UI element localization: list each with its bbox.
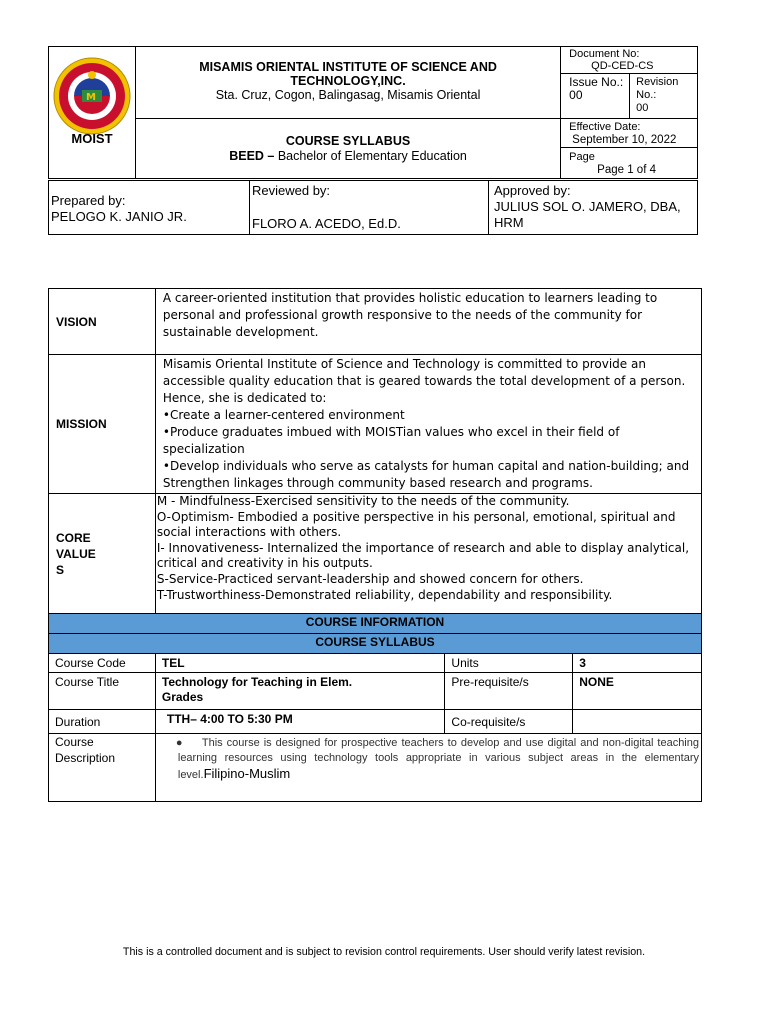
course-description-row [49,734,702,802]
vision-text: A career-oriented institution that provides holistic education to learners leading to personal and professional growth responsive to the needs of the community for sustainable development. [155,289,701,355]
mission-text [155,355,701,494]
prerequisite-label: Pre-requisite/s [445,673,573,710]
prepared-by-label: Prepared by: [51,193,126,208]
reviewed-by-label: Reviewed by: [252,183,331,198]
program-name: Bachelor of Elementary Education [274,149,467,163]
prepared-by-cell [49,181,250,235]
core-value-item: I- Innovativeness- Internalized the importance of research and able to display analytical, critical and creativity in his outputs. [156,540,690,571]
vision-label: VISION [49,289,156,355]
effective-date-label: Effective Date: [569,121,641,133]
approved-by-cell [489,181,698,235]
course-title-row [49,673,702,710]
mission-intro: Misamis Oriental Institute of Science and Technology is committed to provide an accessible quality education that is geared towards the total development of a person. Hence, she is dedicated to: [162,357,686,405]
bullet-icon: ● [175,737,183,749]
units-value: 3 [573,654,702,673]
corequisite-label: Co-requisite/s [445,710,573,734]
course-description-label-line: Course [55,735,94,749]
syllabus-title: COURSE SYLLABUS [285,134,411,148]
program-code: BEED – [229,149,275,163]
signatories-table [48,180,698,235]
course-title-label: Course Title [49,673,156,710]
course-syllabus-heading: COURSE SYLLABUS [49,634,702,654]
date-page-cell [561,119,698,179]
prepared-by-name: PELOGO K. JANIO JR. [51,209,187,224]
course-information-band [49,614,702,634]
duration-value: TTH– 4:00 TO 5:30 PM [155,710,445,734]
mission-row [49,355,702,494]
institution-name: MISAMIS ORIENTAL INSTITUTE OF SCIENCE AND TECHNOLOGY,INC. [199,60,497,88]
program-line [136,149,560,164]
course-code-label: Course Code [49,654,156,673]
core-values-label-line: VALUE [56,546,96,561]
course-syllabus-band [49,634,702,654]
reviewed-by-name: FLORO A. ACEDO, Ed.D. [252,216,401,231]
seal-letter: M [85,92,96,103]
course-description-label [49,734,156,802]
moist-seal-icon [52,56,132,136]
core-value-item: S-Service-Practiced servant-leadership and showed concern for others. [156,571,584,586]
document-header [48,46,698,179]
syllabus-title-cell [135,119,560,179]
document-no-value: QD-CED-CS [591,60,654,72]
approved-by-label: Approved by: [494,183,571,198]
approved-by-name: JULIUS SOL O. JAMERO, DBA, HRM [494,199,681,230]
core-values-text [155,494,701,614]
core-values-label-line: CORE [56,530,91,545]
course-information-heading: COURSE INFORMATION [49,614,702,634]
effective-date-value: September 10, 2022 [572,134,677,146]
page-label: Page [569,151,595,163]
institution-address: Sta. Cruz, Cogon, Balingasag, Misamis Oriental [215,88,481,102]
core-value-item: O-Optimism- Embodied a positive perspective in his personal, emotional, spiritual and social interactions with others. [156,509,676,540]
reviewed-by-cell [250,181,489,235]
course-description-text [155,734,701,802]
institution-cell [135,47,560,119]
document-control-cell [561,47,698,119]
syllabus-table [48,288,702,802]
units-label: Units [445,654,573,673]
prerequisite-value: NONE [573,673,702,710]
core-values-label-line: S [56,562,65,577]
revision-value: 00 [636,102,649,114]
mission-item: •Create a learner-centered environment [162,408,405,422]
core-value-item: M - Mindfulness-Exercised sensitivity to the needs of the community. [156,494,570,508]
mission-item: •Produce graduates imbued with MOISTian values who excel in their field of specialization [162,425,620,456]
course-code-row [49,654,702,673]
course-description-body: This course is designed for prospective teachers to develop and use digital and non-digital teaching learning resources using technology tools appropriate in various subject areas in the elementary level. [177,737,699,781]
core-values-row [49,494,702,614]
course-description-tail: Filipino-Muslim [203,766,291,781]
logo-cell [49,47,136,179]
duration-row [49,710,702,734]
issue-no-value: 00 [569,88,583,102]
controlled-document-footer: This is a controlled document and is subject to revision control requirements. User should verify latest revision. [122,946,646,958]
course-code-value: TEL [155,654,445,673]
duration-label: Duration [49,710,156,734]
revision-label: Revision [636,76,679,88]
page-value: Page 1 of 4 [597,164,656,176]
core-value-item: T-Trustworthiness-Demonstrated reliability, dependability and responsibility. [156,587,613,602]
revision-label-2: No.: [636,89,657,101]
issue-no-label: Issue No.: [569,75,624,89]
logo-text: MOIST [71,131,113,146]
course-title-value: Technology for Teaching in Elem. Grades [155,673,445,710]
mission-item: •Develop individuals who serve as catalysts for human capital and nation-building; and Strengthen linkages through community based research and programs. [162,459,690,490]
document-no-label: Document No: [569,48,640,60]
course-description-label-line: Description [55,751,116,765]
corequisite-value [573,710,702,734]
core-values-label [49,494,156,614]
mission-label: MISSION [49,355,156,494]
vision-row [49,289,702,355]
